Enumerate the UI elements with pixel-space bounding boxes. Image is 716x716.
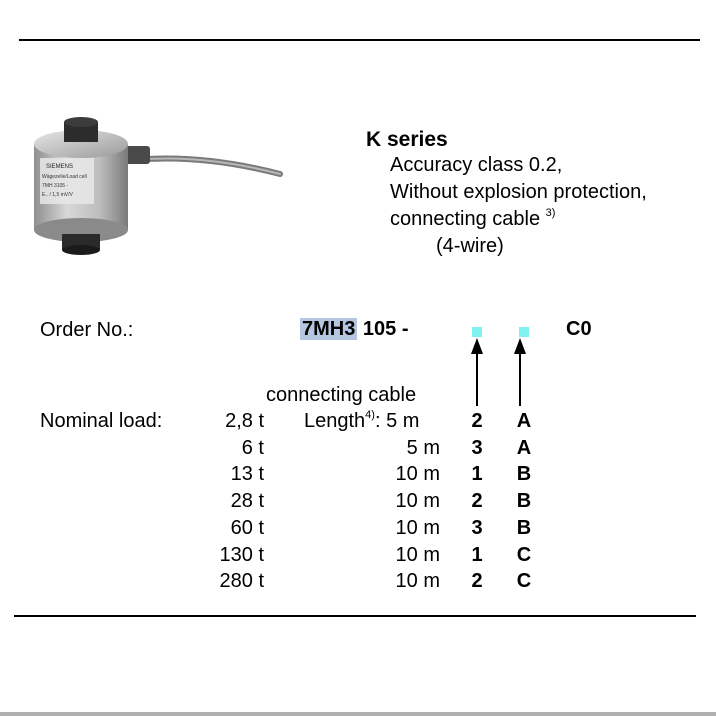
photo-label-line2: 7MH 3105 - [42, 183, 69, 189]
length-cell: 10 m [395, 490, 440, 512]
code-letter: B [516, 517, 532, 539]
cable-header: connecting cable [266, 384, 417, 406]
arrow-up-icon [514, 338, 526, 354]
code-digit: 2 [471, 570, 483, 592]
code-letter: B [516, 463, 532, 485]
arrow-up-icon [471, 338, 483, 354]
load-cell-image [26, 116, 288, 258]
order-code [300, 318, 409, 341]
top-rule [19, 39, 700, 41]
length-cell: 5 m [386, 410, 420, 432]
load-cell: 2,8 t [225, 410, 264, 432]
code-letter: C [516, 544, 532, 566]
length-cell: 5 m [406, 437, 440, 459]
load-cell: 60 t [230, 517, 264, 539]
table-row [0, 544, 716, 570]
code-digit: 3 [471, 437, 483, 459]
length-label: Length$^{4)}$: 5 m [304, 409, 420, 432]
code-digit: 1 [471, 544, 483, 566]
code-letter: A [516, 410, 532, 432]
length-cell: 10 m [395, 544, 440, 566]
description-line-explosion: Without explosion protection, [390, 181, 647, 203]
photo-label-line1: Wägezelle/Load cell [42, 174, 87, 180]
code-letter: A [516, 437, 532, 459]
table-row [0, 410, 716, 436]
length-footnote: 4) [365, 409, 375, 421]
bottom-rule [14, 615, 696, 617]
table-row [0, 570, 716, 596]
photo-brand-text: SIEMENS [46, 164, 74, 170]
nominal-load-label: Nominal load: [40, 410, 163, 432]
load-cell: 13 t [230, 463, 264, 485]
photo-label-line3: E.. / 1,5 mV/V [42, 192, 73, 198]
load-cell: 130 t [219, 544, 264, 566]
length-cell: 10 m [395, 463, 440, 485]
load-cell: 280 t [219, 570, 264, 592]
description-line-wire: (4-wire) [436, 235, 504, 257]
code-digit: 3 [471, 517, 483, 539]
description-line-cable [390, 208, 555, 231]
code-digit: 2 [471, 490, 483, 512]
cable-text: connecting cable [390, 208, 541, 230]
length-cell: 10 m [395, 517, 440, 539]
table-row [0, 437, 716, 463]
order-no-label: Order No.: [40, 319, 134, 341]
description-line-accuracy: Accuracy class 0.2, [390, 154, 563, 176]
order-code-highlight: 7MH3 [302, 318, 356, 340]
load-cell: 28 t [230, 490, 264, 512]
table-row [0, 490, 716, 516]
code-digit: 2 [471, 410, 483, 432]
code-digit: 1 [471, 463, 483, 485]
cable-footnote: 3) [545, 207, 556, 219]
page-edge [0, 712, 716, 716]
series-title: K series [366, 128, 448, 151]
order-suffix: C0 [566, 318, 592, 340]
selection-arrows [466, 336, 530, 408]
table-row [0, 463, 716, 489]
load-cell: 6 t [241, 437, 264, 459]
length-cell: 10 m [395, 570, 440, 592]
code-letter: C [516, 570, 532, 592]
order-code-rest: 105 - [362, 318, 409, 340]
table-row [0, 517, 716, 543]
code-letter: B [516, 490, 532, 512]
